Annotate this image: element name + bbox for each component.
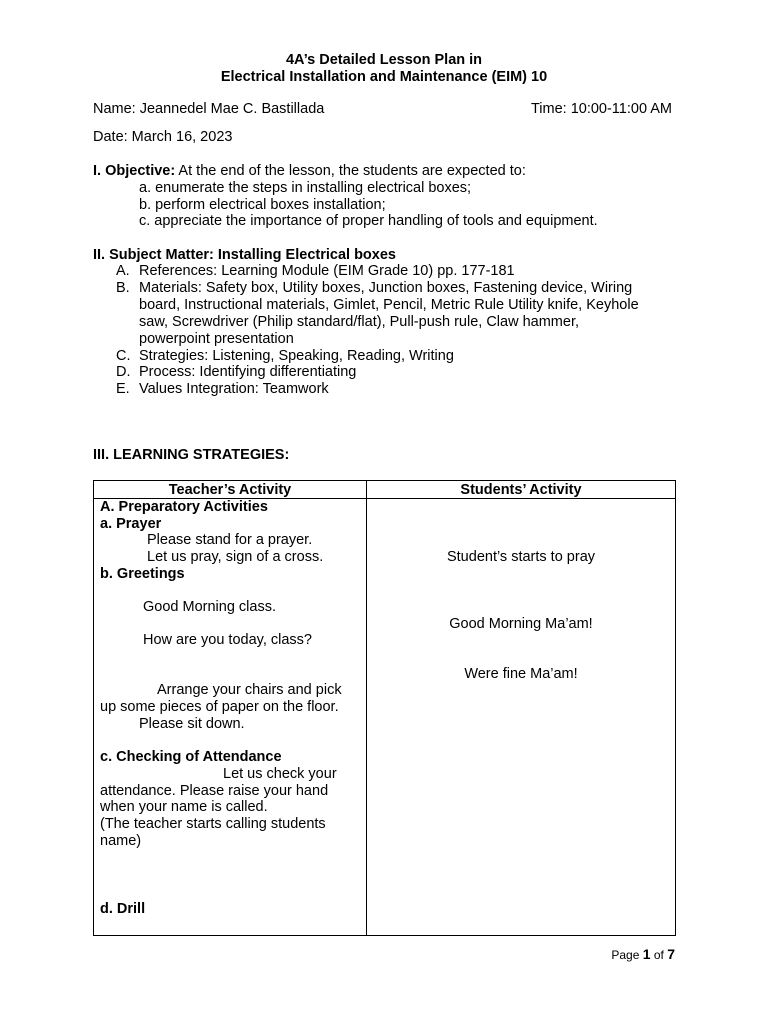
- teacher-activity-header: Teacher’s Activity: [94, 481, 367, 499]
- attendance-line-4: (The teacher starts calling students: [100, 816, 326, 832]
- attendance-line-1: Let us check your: [223, 766, 337, 782]
- subject-matter-item-b-line-2: board, Instructional materials, Gimlet, Pencil, Metric Rule Utility knife, Keyhole: [139, 297, 639, 313]
- students-activity-header: Students’ Activity: [367, 481, 676, 499]
- subject-matter-item-c: [116, 348, 454, 364]
- date-field: Date: March 16, 2023: [93, 129, 233, 145]
- greeting-line-2: How are you today, class?: [143, 632, 312, 648]
- page-current: 1: [642, 946, 651, 962]
- list-letter: C.: [116, 348, 131, 364]
- document-title-line-2: Electrical Installation and Maintenance (EIM) 10: [220, 69, 548, 85]
- subject-matter-item-d: [116, 364, 356, 380]
- arrange-line-1: Arrange your chairs and pick: [157, 682, 342, 698]
- objective-item-a: a. enumerate the steps in installing electrical boxes;: [139, 180, 472, 196]
- activity-table: [93, 480, 676, 936]
- subject-matter-item-b-line-3: saw, Screwdriver (Philip standard/flat), Pull-push rule, Claw hammer,: [139, 314, 579, 330]
- list-text: Strategies: Listening, Speaking, Reading, Writing: [139, 348, 454, 364]
- student-morning-response: Good Morning Ma’am!: [449, 616, 593, 632]
- list-letter: D.: [116, 364, 131, 380]
- list-text: Values Integration: Teamwork: [139, 381, 329, 397]
- subject-matter-item-b: [116, 280, 632, 296]
- subject-matter-heading: II. Subject Matter: Installing Electrical boxes: [93, 247, 396, 263]
- objective-item-c: c. appreciate the importance of proper handling of tools and equipment.: [139, 213, 598, 229]
- subject-matter-item-e: [116, 381, 329, 397]
- arrange-line-2: up some pieces of paper on the floor.: [100, 699, 339, 715]
- time-field: Time: 10:00-11:00 AM: [530, 101, 672, 117]
- subject-matter-item-b-line-4: powerpoint presentation: [139, 331, 294, 347]
- table-row: [94, 499, 676, 936]
- subject-matter-item-a: [116, 263, 515, 279]
- objective-intro: At the end of the lesson, the students are expected to:: [175, 163, 526, 179]
- attendance-line-2: attendance. Please raise your hand: [100, 783, 329, 799]
- name-field: Name: Jeannedel Mae C. Bastillada: [93, 101, 325, 117]
- table-header-row: [94, 481, 676, 499]
- objective-heading: [93, 163, 526, 179]
- teacher-activity-cell: [94, 499, 367, 936]
- objective-item-b: b. perform electrical boxes installation;: [139, 197, 386, 213]
- page-of-word: of: [650, 948, 668, 962]
- page-number: [611, 946, 675, 962]
- greeting-line-1: Good Morning class.: [143, 599, 276, 615]
- document-title-line-1: 4A’s Detailed Lesson Plan in: [285, 52, 483, 68]
- attendance-line-5: name): [100, 833, 142, 849]
- list-letter: B.: [116, 280, 130, 296]
- student-pray-response: Student’s starts to pray: [446, 549, 596, 565]
- list-letter: A.: [116, 263, 130, 279]
- drill-label: d. Drill: [100, 901, 146, 917]
- prayer-line-2: Let us pray, sign of a cross.: [147, 549, 324, 565]
- list-text: Materials: Safety box, Utility boxes, Junction boxes, Fastening device, Wiring: [139, 280, 633, 296]
- attendance-line-3: when your name is called.: [100, 799, 268, 815]
- preparatory-activities-label: A. Preparatory Activities: [100, 499, 268, 515]
- list-letter: E.: [116, 381, 130, 397]
- greetings-label: b. Greetings: [100, 566, 185, 582]
- students-activity-cell: [367, 499, 676, 936]
- objective-label: I. Objective:: [93, 163, 176, 179]
- list-text: References: Learning Module (EIM Grade 10) pp. 177-181: [139, 263, 515, 279]
- list-text: Process: Identifying differentiating: [139, 364, 357, 380]
- page-total: 7: [667, 946, 675, 962]
- learning-strategies-heading: III. LEARNING STRATEGIES:: [93, 447, 290, 463]
- student-fine-response: Were fine Ma’am!: [464, 666, 578, 682]
- page-word: Page: [611, 948, 643, 962]
- prayer-line-1: Please stand for a prayer.: [147, 532, 313, 548]
- prayer-label: a. Prayer: [100, 516, 162, 532]
- attendance-label: c. Checking of Attendance: [100, 749, 282, 765]
- arrange-line-3: Please sit down.: [139, 716, 245, 732]
